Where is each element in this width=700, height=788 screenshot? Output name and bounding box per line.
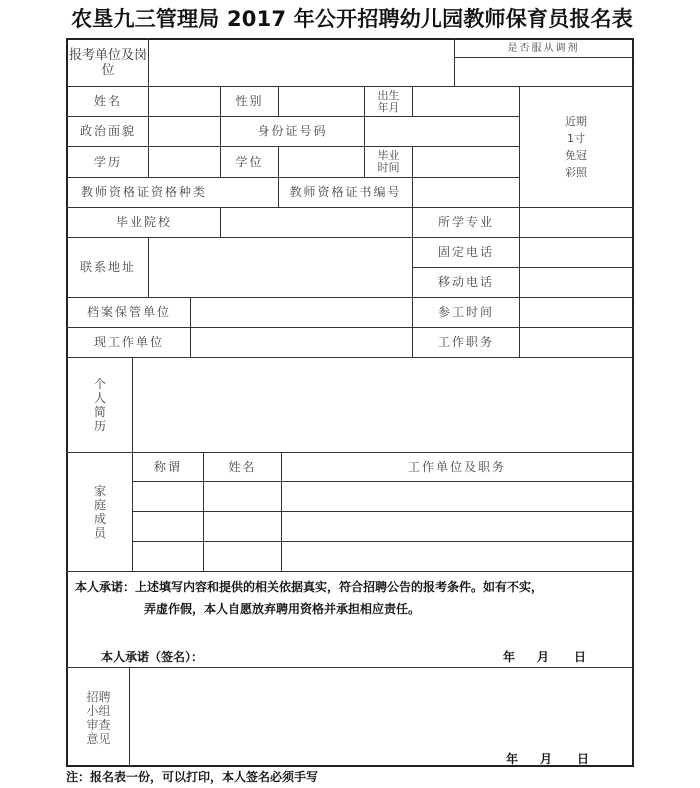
school-label: 毕业院校	[115, 215, 172, 229]
archive-field[interactable]	[191, 298, 412, 327]
apply-unit-label: 报考单位及岗位	[68, 48, 147, 78]
family-header-relation: 称谓	[153, 459, 182, 474]
birth-label	[365, 87, 412, 116]
pledge-line-1: 上述填写内容和提供的相关依据真实，符合招聘公告的报考条件。如有不实，	[135, 580, 544, 594]
review-field[interactable]	[130, 668, 632, 748]
family-label-text: 家庭成员	[93, 484, 106, 540]
photo-text: 近期	[565, 115, 587, 128]
review-label-text: 招聘	[86, 689, 111, 704]
landline-label: 固定电话	[437, 245, 494, 259]
review-label-text: 意见	[86, 731, 111, 746]
family-header-name: 姓名	[228, 459, 257, 474]
family-row-2-relation[interactable]	[133, 512, 203, 541]
pledge-date-year: 年	[503, 650, 516, 664]
cert-number-field[interactable]	[413, 178, 519, 207]
review-label-text: 小组	[86, 703, 111, 718]
photo-text: 彩照	[565, 166, 587, 179]
job-title-field[interactable]	[520, 328, 632, 357]
gender-field[interactable]	[279, 87, 364, 116]
pledge-text	[75, 576, 631, 620]
id-field[interactable]	[365, 117, 519, 146]
name-field[interactable]	[149, 87, 220, 116]
family-row-3-work[interactable]	[282, 542, 632, 571]
graduation-time-label	[365, 147, 412, 177]
political-label: 政治面貌	[79, 124, 136, 138]
major-label: 所学专业	[437, 215, 494, 229]
family-header-work: 工作单位及职务	[407, 459, 506, 474]
landline-field[interactable]	[520, 238, 632, 267]
photo-area[interactable]	[520, 87, 632, 207]
family-row-3-relation[interactable]	[133, 542, 203, 571]
address-field[interactable]	[149, 238, 412, 297]
gender-label: 性别	[235, 94, 264, 108]
footnote: 注：报名表一份，可以打印，本人签名必须手写	[66, 770, 319, 784]
resume-field[interactable]	[133, 358, 632, 452]
adjust-label: 是否服从调剂	[507, 43, 580, 54]
birth-label-text: 出生年月	[377, 88, 400, 114]
signature-field[interactable]	[260, 645, 510, 663]
school-field[interactable]	[221, 208, 412, 237]
education-field[interactable]	[149, 147, 220, 177]
pledge-date-month: 月	[537, 650, 550, 664]
education-label: 学历	[93, 154, 122, 169]
family-row-1-relation[interactable]	[133, 482, 203, 511]
review-label-text: 审查	[86, 717, 111, 732]
form-title: 农垦九三管理局 2017 年公开招聘幼儿园教师保育员报名表	[71, 7, 633, 31]
photo-text: 1寸	[567, 132, 585, 145]
review-date-month: 月	[540, 752, 553, 766]
review-date-day: 日	[577, 752, 590, 766]
archive-label: 档案保管单位	[86, 305, 171, 319]
photo-text: 免冠	[565, 149, 587, 162]
pledge-date-day: 日	[574, 650, 587, 664]
pledge-line-2: 弄虚作假，本人自愿放弃聘用资格并承担相应责任。	[144, 602, 421, 616]
cert-number-label: 教师资格证书编号	[289, 185, 402, 199]
cert-type-label: 教师资格证资格种类	[80, 185, 207, 199]
pledge-prefix: 本人承诺：	[75, 580, 136, 594]
work-start-field[interactable]	[520, 298, 632, 327]
mobile-label: 移动电话	[437, 275, 494, 289]
name-label: 姓名	[93, 94, 122, 108]
review-date-year: 年	[506, 752, 519, 766]
family-row-2-work[interactable]	[282, 512, 632, 541]
degree-field[interactable]	[279, 147, 364, 177]
resume-label-text: 个人简历	[93, 377, 106, 433]
family-label	[68, 453, 132, 571]
divider	[66, 571, 634, 572]
current-unit-label: 现工作单位	[93, 335, 164, 349]
id-label: 身份证号码	[257, 124, 328, 138]
adjust-field[interactable]	[455, 58, 632, 86]
graduation-time-field[interactable]	[413, 147, 519, 177]
major-field[interactable]	[520, 208, 632, 237]
cert-type-field[interactable]	[221, 178, 278, 207]
signature-label: 本人承诺（签名）：	[101, 650, 204, 664]
family-row-3-name[interactable]	[204, 542, 281, 571]
mobile-field[interactable]	[520, 268, 632, 297]
family-row-1-work[interactable]	[282, 482, 632, 511]
resume-label	[68, 358, 132, 452]
graduation-time-text: 毕业时间	[377, 149, 400, 174]
review-label	[68, 668, 129, 767]
current-unit-field[interactable]	[191, 328, 412, 357]
family-row-1-name[interactable]	[204, 482, 281, 511]
political-field[interactable]	[149, 117, 220, 146]
address-label: 联系地址	[79, 260, 136, 274]
degree-label: 学位	[235, 154, 264, 169]
family-row-2-name[interactable]	[204, 512, 281, 541]
birth-field[interactable]	[413, 87, 519, 116]
apply-unit-field[interactable]	[149, 40, 454, 86]
work-start-label: 参工时间	[437, 305, 494, 319]
job-title-label: 工作职务	[437, 335, 494, 349]
